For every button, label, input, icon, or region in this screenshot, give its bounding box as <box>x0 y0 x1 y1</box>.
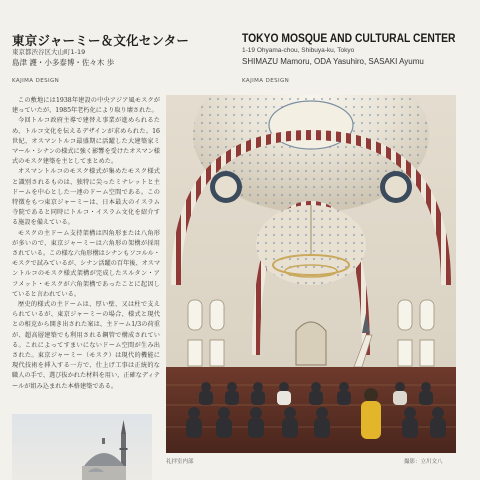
body-paragraph: 今回トルコ政府主導で建替え事業が進められるため、トルコ文化を伝えるデザインが求められた。16世紀、オスマントルコ最盛期に活躍した大建築家ミマール・シナンの様式に強く影響を受けたオスマン様式のモスク建築を主としてまとめた。 <box>12 117 160 166</box>
design-credit-right: KAJIMA DESIGN <box>242 78 290 84</box>
photo-caption-right: 撮影：立川文八 <box>404 459 443 465</box>
japanese-authors: 島津 護・小多泰博・佐々木 歩 <box>12 58 115 67</box>
japanese-title: 東京ジャーミー＆文化センター <box>12 33 190 48</box>
body-paragraph: モスクの主ドーム支持架構は四角形または八角形が多いので、東京ジャーミーは六角形の架構が採用されている。この様な六角形構はシナンもソコルル・モスクで試みているが、シナン活躍の百年後、オスマントルコのモスク様式架構が完成したスルタン・アフメット・モスクが六角架構であったことに起因していると言われている。 <box>12 229 160 298</box>
interior-photo <box>166 95 456 453</box>
english-address: 1-19 Ohyama-chou, Shibuya-ku, Tokyo <box>242 47 355 54</box>
japanese-address: 東京都渋谷区大山町1-19 <box>12 48 86 56</box>
body-paragraph: 歴史的様式の主ドームは、厚い壁、又は柱で支えられているが、東京ジャーミーの場合、様式と現代との相克から開き出された案は、主ドーム1/3の荷重が、超高層建築でも利用される鋼管で構成されている。これによってすまいにないドーム空間が生み出された。東京ジャーミー（モスク）は現代的機能に現代技術を挿入する一方で、仕上げ工事は正統的な職人の手で、選び抜かれた材料を用い、正確なディテールが組み込まれた本格建築である。 <box>12 301 160 390</box>
english-title: TOKYO MOSQUE AND CULTURAL CENTER <box>242 31 456 45</box>
design-credit-left: KAJIMA DESIGN <box>12 78 60 84</box>
body-paragraph: オスマントルコのモスク様式が集めたモスク様式と識別されるものは、独特に尖ったミナレットと主ドームを中心とした一連のドーム空間である。この特徴をもつ東京ジャーミーは、日本最大のイスラム寺院であると同時にトルコ・イスラム文化を紹介する施設を備えている。 <box>12 168 160 227</box>
body-paragraph: この敷地には1938年建設の中央アジア風モスクが建っていたが、1985年老朽化により取り壊された。 <box>12 97 160 115</box>
photo-caption-left: 礼拝室内部 <box>166 459 194 465</box>
english-authors: SHIMAZU Mamoru, ODA Yasuhiro, SASAKI Ayumu <box>242 57 424 66</box>
article-body <box>12 96 160 414</box>
mosque-interior-image <box>166 95 456 453</box>
mosque-exterior-image <box>12 414 152 480</box>
exterior-photo <box>12 414 152 480</box>
